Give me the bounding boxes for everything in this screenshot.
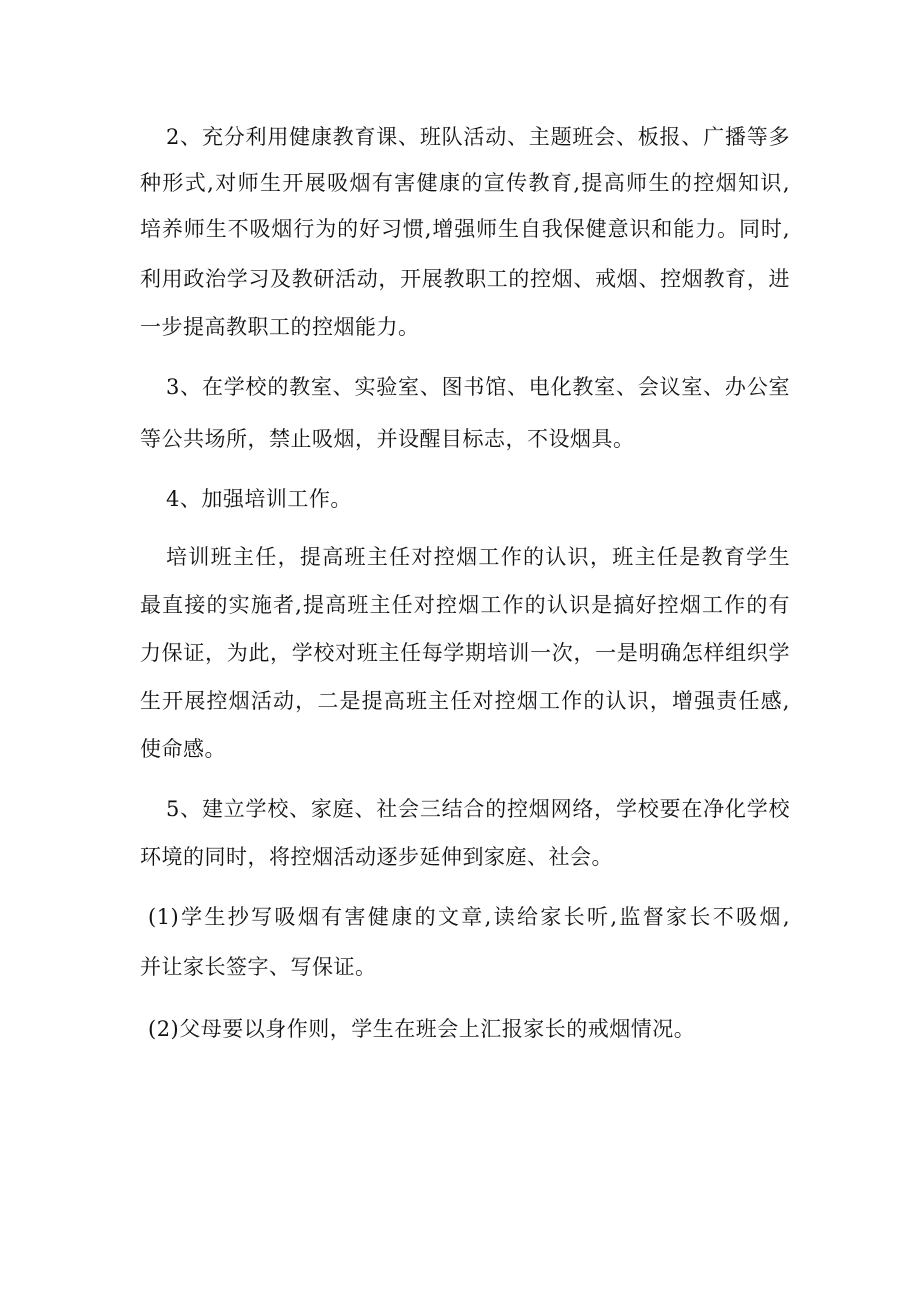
paragraph-6-line-1: (1)学生抄写吸烟有害健康的文章,读给家长听,监督家长不吸烟, — [148, 905, 790, 929]
paragraph-1-line-4: 利用政治学习及教研活动，开展教职工的控烟、戒烟、控烟教育，进 — [140, 267, 790, 291]
paragraph-4-line-5: 使命感。 — [140, 737, 226, 761]
paragraph-2-line-1: 3、在学校的教室、实验室、图书馆、电化教室、会议室、办公室 — [166, 375, 790, 399]
paragraph-4-line-1: 培训班主任，提高班主任对控烟工作的认识，班主任是教育学生 — [166, 545, 790, 569]
paragraph-3-line-1: 4、加强培训工作。 — [166, 487, 352, 511]
paragraph-1-line-2: 种形式,对师生开展吸烟有害健康的宣传教育,提高师生的控烟知识, — [140, 171, 790, 195]
paragraph-5-line-1: 5、建立学校、家庭、社会三结合的控烟网络，学校要在净化学校 — [166, 797, 790, 821]
paragraph-1-line-1: 2、充分利用健康教育课、班队活动、主题班会、板报、广播等多 — [166, 125, 790, 149]
paragraph-4-line-4: 生开展控烟活动，二是提高班主任对控烟工作的认识，增强责任感, — [140, 689, 790, 713]
paragraph-1-line-5: 一步提高教职工的控烟能力。 — [140, 315, 420, 339]
paragraph-7-line-1: (2)父母要以身作则，学生在班会上汇报家长的戒烟情况。 — [148, 1017, 696, 1041]
paragraph-4-line-2: 最直接的实施者,提高班主任对控烟工作的认识是搞好控烟工作的有 — [140, 593, 790, 617]
paragraph-1-line-3: 培养师生不吸烟行为的好习惯,增强师生自我保健意识和能力。同时, — [140, 217, 790, 241]
paragraph-6-line-2: 并让家长签字、写保证。 — [140, 955, 377, 979]
paragraph-5-line-2: 环境的同时，将控烟活动逐步延伸到家庭、社会。 — [140, 845, 613, 869]
paragraph-4-line-3: 力保证，为此，学校对班主任每学期培训一次，一是明确怎样组织学 — [140, 641, 790, 665]
paragraph-2-line-2: 等公共场所，禁止吸烟，并设醒目标志，不设烟具。 — [140, 427, 635, 451]
